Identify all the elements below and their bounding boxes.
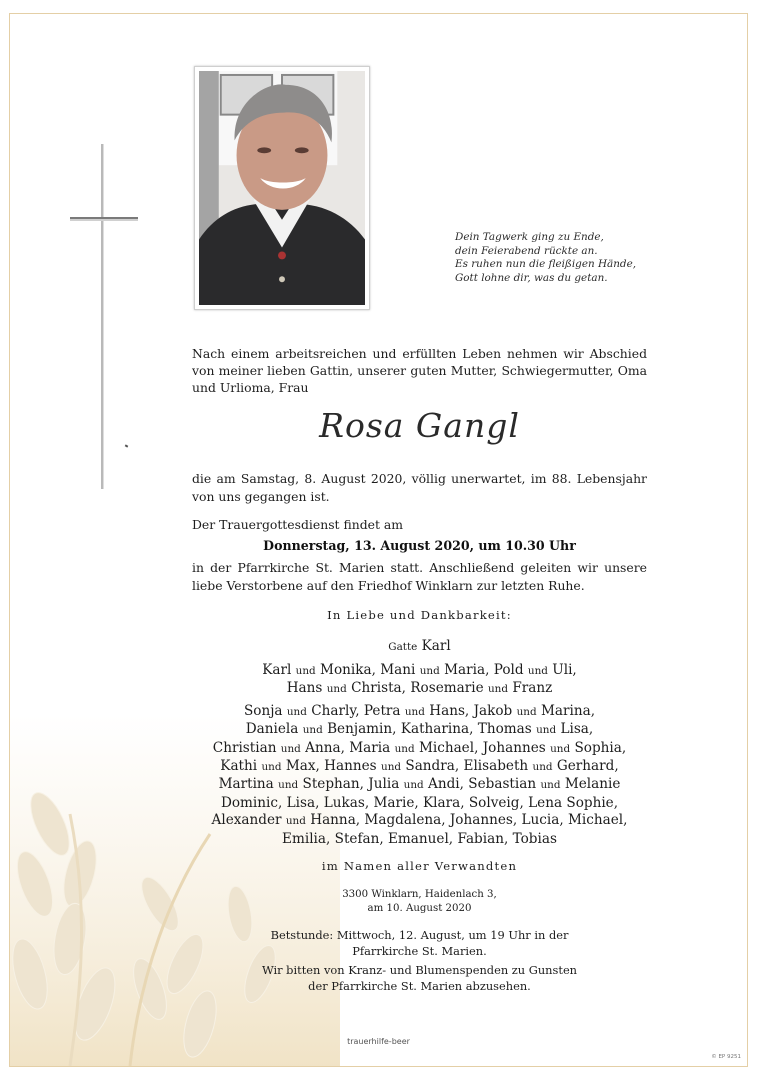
family-name: Sonja (243, 703, 283, 719)
family-name: Uli, (552, 662, 577, 678)
donation-block (192, 963, 647, 994)
address-line: 3300 Winklarn, Haidenlach 3, (342, 889, 497, 900)
donation-line: der Pfarrkirche St. Marien abzusehen. (308, 978, 531, 993)
family-conjunction: und (487, 683, 509, 696)
family-conjunction: und (295, 665, 316, 677)
family-name: Sophia, (574, 739, 627, 756)
prayer-line: Betstunde: Mittwoch, 12. August, um 19 Uhr in der (270, 928, 569, 942)
family-conjunction: und (532, 760, 553, 773)
family-name: Andi, (428, 776, 464, 793)
family-conjunction: und (285, 815, 306, 828)
family-name: Petra (363, 703, 401, 719)
family-name: Kathi (220, 757, 258, 774)
poem (455, 231, 685, 285)
family-line: Emilia, Stefan, Emanuel, Fabian, Tobias (282, 830, 557, 847)
family-name: Max, (285, 757, 320, 774)
family-conjunction: und (326, 683, 347, 696)
family-name: Elisabeth (463, 757, 529, 774)
family-line (192, 703, 647, 721)
family-conjunction: und (550, 742, 571, 755)
prayer-block (192, 928, 647, 959)
family-conjunction: und (278, 779, 299, 792)
family-line (192, 680, 647, 698)
family-name: Maria, (444, 662, 490, 678)
family-line (192, 740, 647, 758)
deceased-name: Rosa Gangl (319, 406, 520, 445)
death-text: die am Samstag, 8. August 2020, völlig unerwartet, im 88. Lebensjahr von uns gegangen ist. (192, 471, 647, 504)
family-conjunction: und (404, 706, 425, 718)
family-name: Hannes (324, 757, 377, 774)
intro-text: Nach einem arbeitsreichen und erfüllten Leben nehmen wir Abschied von meiner lieben Gattin, unserer guten Mutter, Schwiegermutter, Oma und Urlioma, Frau (192, 346, 647, 395)
family-name: Hans, (429, 703, 470, 719)
family-name: Monika, (320, 662, 376, 678)
family-conjunction: und (381, 760, 402, 773)
parte-card (9, 13, 748, 1067)
family-name: Franz (512, 680, 553, 697)
family-name: Benjamin, (327, 721, 397, 738)
prayer-line: Pfarrkirche St. Marien. (352, 943, 487, 958)
family-name: Marina, (540, 703, 596, 719)
family-name: Karl (262, 662, 292, 678)
footer-brand: trauerhilfe-beer (347, 1037, 410, 1046)
address-block (192, 888, 647, 916)
family-line (192, 758, 647, 776)
family-line (192, 721, 647, 739)
family-conjunction: und (394, 742, 415, 755)
family-name: Sebastian (468, 776, 537, 793)
family-conjunction: und (286, 706, 307, 718)
family-name: Jakob (473, 703, 513, 719)
family-name: Mani (380, 662, 416, 678)
family-name: Thomas (477, 721, 532, 738)
family-name: Katharina, (400, 721, 474, 738)
poem-line: Gott lohne dir, was du getan. (455, 271, 608, 284)
address-date: am 10. August 2020 (367, 903, 472, 914)
poem-line: Dein Tagwerk ging zu Ende, (455, 231, 604, 243)
family-conjunction: und (516, 706, 537, 718)
service-date: Donnerstag, 13. August 2020, um 10.30 Uhr (263, 538, 576, 553)
family-name: Gerhard, (556, 757, 619, 774)
husband-name: Karl (421, 638, 451, 654)
family-name: Melanie (564, 776, 621, 793)
great-grandchildren-block (192, 795, 647, 848)
print-code: © EP 9251 (711, 1054, 741, 1060)
family-name: Martina (218, 776, 274, 793)
love-heading: In Liebe und Dankbarkeit: (327, 608, 512, 622)
poem-line: Es ruhen nun die fleißigen Hände, (455, 258, 637, 271)
relatives-line: im Namen aller Verwandten (321, 859, 518, 873)
family-line (192, 662, 647, 680)
family-name: Christian (212, 739, 277, 756)
family-name: Hanna, Magdalena, Johannes, Lucia, Michael, (310, 812, 628, 829)
family-conjunction: und (540, 779, 561, 792)
family-line (192, 812, 647, 830)
portrait-photo (194, 66, 370, 310)
family-conjunction: und (419, 665, 440, 677)
family-name: Lisa, (560, 721, 594, 738)
family-name: Christa, (351, 680, 406, 697)
family-conjunction: und (302, 724, 323, 737)
family-name: Stephan, (302, 776, 364, 793)
grandchildren-block (192, 703, 647, 794)
family-conjunction: und (261, 760, 282, 773)
children-block (192, 662, 647, 699)
family-line: Dominic, Lisa, Lukas, Marie, Klara, Solveig, Lena Sophie, (220, 795, 619, 811)
poem-line: dein Feierabend rückte an. (455, 244, 598, 257)
family-name: Daniela (245, 721, 299, 738)
service-place: in der Pfarrkirche St. Marien statt. Anschließend geleiten wir unsere liebe Verstorbene auf den Friedhof Winklarn zur letzten Ruhe. (192, 560, 647, 593)
family-conjunction: und (536, 724, 557, 737)
family-line (192, 776, 647, 794)
donation-line: Wir bitten von Kranz- und Blumenspenden zu Gunsten (261, 963, 578, 977)
family-name: Alexander (211, 812, 282, 829)
family-name: Johannes (482, 739, 546, 756)
family-name: Charly, (311, 703, 360, 719)
cross-horizontal (70, 217, 138, 219)
husband-prefix: Gatte (388, 641, 418, 653)
cross-vertical (101, 144, 103, 489)
family-conjunction: und (527, 665, 548, 677)
family-name: Pold (493, 662, 524, 678)
family-name: Michael, (418, 739, 479, 756)
family-name: Sandra, (405, 757, 460, 774)
family-name: Rosemarie (410, 680, 484, 697)
family-name: Anna, (305, 739, 345, 756)
family-conjunction: und (280, 742, 301, 755)
husband-line (192, 638, 647, 656)
family-name: Hans (286, 680, 323, 697)
family-name: Julia (368, 776, 400, 793)
family-name: Maria (349, 739, 391, 756)
family-conjunction: und (403, 779, 424, 792)
service-intro: Der Trauergottesdienst findet am (192, 517, 404, 532)
